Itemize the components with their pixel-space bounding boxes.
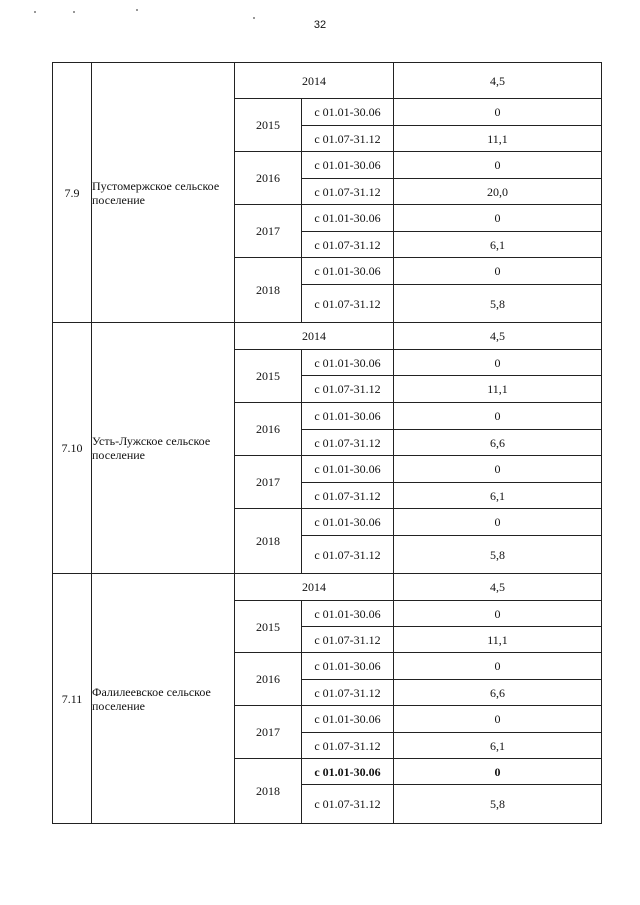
period-cell: с 01.01-30.06 bbox=[302, 403, 394, 430]
data-table bbox=[52, 62, 602, 824]
settlement-name: Фалилеевское сельское поселение bbox=[92, 574, 235, 824]
period-cell: с 01.07-31.12 bbox=[302, 376, 394, 403]
value-cell: 0 bbox=[394, 205, 602, 232]
value-cell: 6,6 bbox=[394, 430, 602, 456]
scan-speck bbox=[73, 11, 75, 13]
year-cell: 2018 bbox=[235, 509, 302, 574]
value-cell: 6,1 bbox=[394, 483, 602, 509]
period-cell: с 01.01-30.06 bbox=[302, 601, 394, 627]
value-cell: 0 bbox=[394, 152, 602, 179]
period-cell: с 01.01-30.06 bbox=[302, 653, 394, 680]
year-cell: 2016 bbox=[235, 653, 302, 706]
year-cell: 2016 bbox=[235, 152, 302, 205]
value-cell: 0 bbox=[394, 601, 602, 627]
year-cell: 2017 bbox=[235, 706, 302, 759]
year-cell: 2017 bbox=[235, 205, 302, 258]
value-cell: 0 bbox=[394, 706, 602, 733]
period-cell: с 01.01-30.06 bbox=[302, 350, 394, 376]
value-cell: 0 bbox=[394, 403, 602, 430]
section-first-row bbox=[53, 63, 602, 99]
year-cell: 2016 bbox=[235, 403, 302, 456]
value-cell: 0 bbox=[394, 759, 602, 785]
scan-speck bbox=[136, 9, 138, 11]
first-value-cell: 4,5 bbox=[394, 323, 602, 350]
year-cell: 2018 bbox=[235, 759, 302, 824]
value-cell: 5,8 bbox=[394, 785, 602, 824]
period-cell: с 01.07-31.12 bbox=[302, 430, 394, 456]
period-cell: с 01.07-31.12 bbox=[302, 179, 394, 205]
settlement-name: Усть-Лужское сельское поселение bbox=[92, 323, 235, 574]
first-year-cell: 2014 bbox=[235, 574, 394, 601]
period-cell: с 01.07-31.12 bbox=[302, 627, 394, 653]
period-cell: с 01.07-31.12 bbox=[302, 680, 394, 706]
period-cell: с 01.07-31.12 bbox=[302, 536, 394, 574]
period-cell: с 01.07-31.12 bbox=[302, 483, 394, 509]
settlement-name: Пустомержское сельское поселение bbox=[92, 63, 235, 323]
period-cell: с 01.01-30.06 bbox=[302, 258, 394, 285]
year-cell: 2015 bbox=[235, 601, 302, 653]
value-cell: 0 bbox=[394, 99, 602, 126]
first-value-cell: 4,5 bbox=[394, 574, 602, 601]
value-cell: 6,1 bbox=[394, 733, 602, 759]
period-cell: с 01.07-31.12 bbox=[302, 232, 394, 258]
period-cell: с 01.01-30.06 bbox=[302, 759, 394, 785]
year-cell: 2015 bbox=[235, 350, 302, 403]
value-cell: 6,6 bbox=[394, 680, 602, 706]
value-cell: 20,0 bbox=[394, 179, 602, 205]
first-value-cell: 4,5 bbox=[394, 63, 602, 99]
section-number: 7.11 bbox=[53, 574, 92, 824]
value-cell: 5,8 bbox=[394, 285, 602, 323]
period-cell: с 01.07-31.12 bbox=[302, 785, 394, 824]
value-cell: 0 bbox=[394, 258, 602, 285]
value-cell: 6,1 bbox=[394, 232, 602, 258]
value-cell: 5,8 bbox=[394, 536, 602, 574]
value-cell: 0 bbox=[394, 456, 602, 483]
period-cell: с 01.01-30.06 bbox=[302, 99, 394, 126]
section-number: 7.10 bbox=[53, 323, 92, 574]
value-cell: 0 bbox=[394, 509, 602, 536]
year-cell: 2015 bbox=[235, 99, 302, 152]
period-cell: с 01.01-30.06 bbox=[302, 205, 394, 232]
year-cell: 2017 bbox=[235, 456, 302, 509]
scan-speck bbox=[34, 11, 36, 13]
value-cell: 11,1 bbox=[394, 126, 602, 152]
period-cell: с 01.07-31.12 bbox=[302, 733, 394, 759]
value-cell: 0 bbox=[394, 653, 602, 680]
page-number: 32 bbox=[313, 19, 327, 31]
period-cell: с 01.07-31.12 bbox=[302, 126, 394, 152]
year-cell: 2018 bbox=[235, 258, 302, 323]
period-cell: с 01.01-30.06 bbox=[302, 509, 394, 536]
value-cell: 11,1 bbox=[394, 376, 602, 403]
section-first-row bbox=[53, 323, 602, 350]
first-year-cell: 2014 bbox=[235, 323, 394, 350]
section-number: 7.9 bbox=[53, 63, 92, 323]
period-cell: с 01.01-30.06 bbox=[302, 706, 394, 733]
first-year-cell: 2014 bbox=[235, 63, 394, 99]
value-cell: 0 bbox=[394, 350, 602, 376]
section-first-row bbox=[53, 574, 602, 601]
period-cell: с 01.01-30.06 bbox=[302, 152, 394, 179]
period-cell: с 01.01-30.06 bbox=[302, 456, 394, 483]
period-cell: с 01.07-31.12 bbox=[302, 285, 394, 323]
value-cell: 11,1 bbox=[394, 627, 602, 653]
